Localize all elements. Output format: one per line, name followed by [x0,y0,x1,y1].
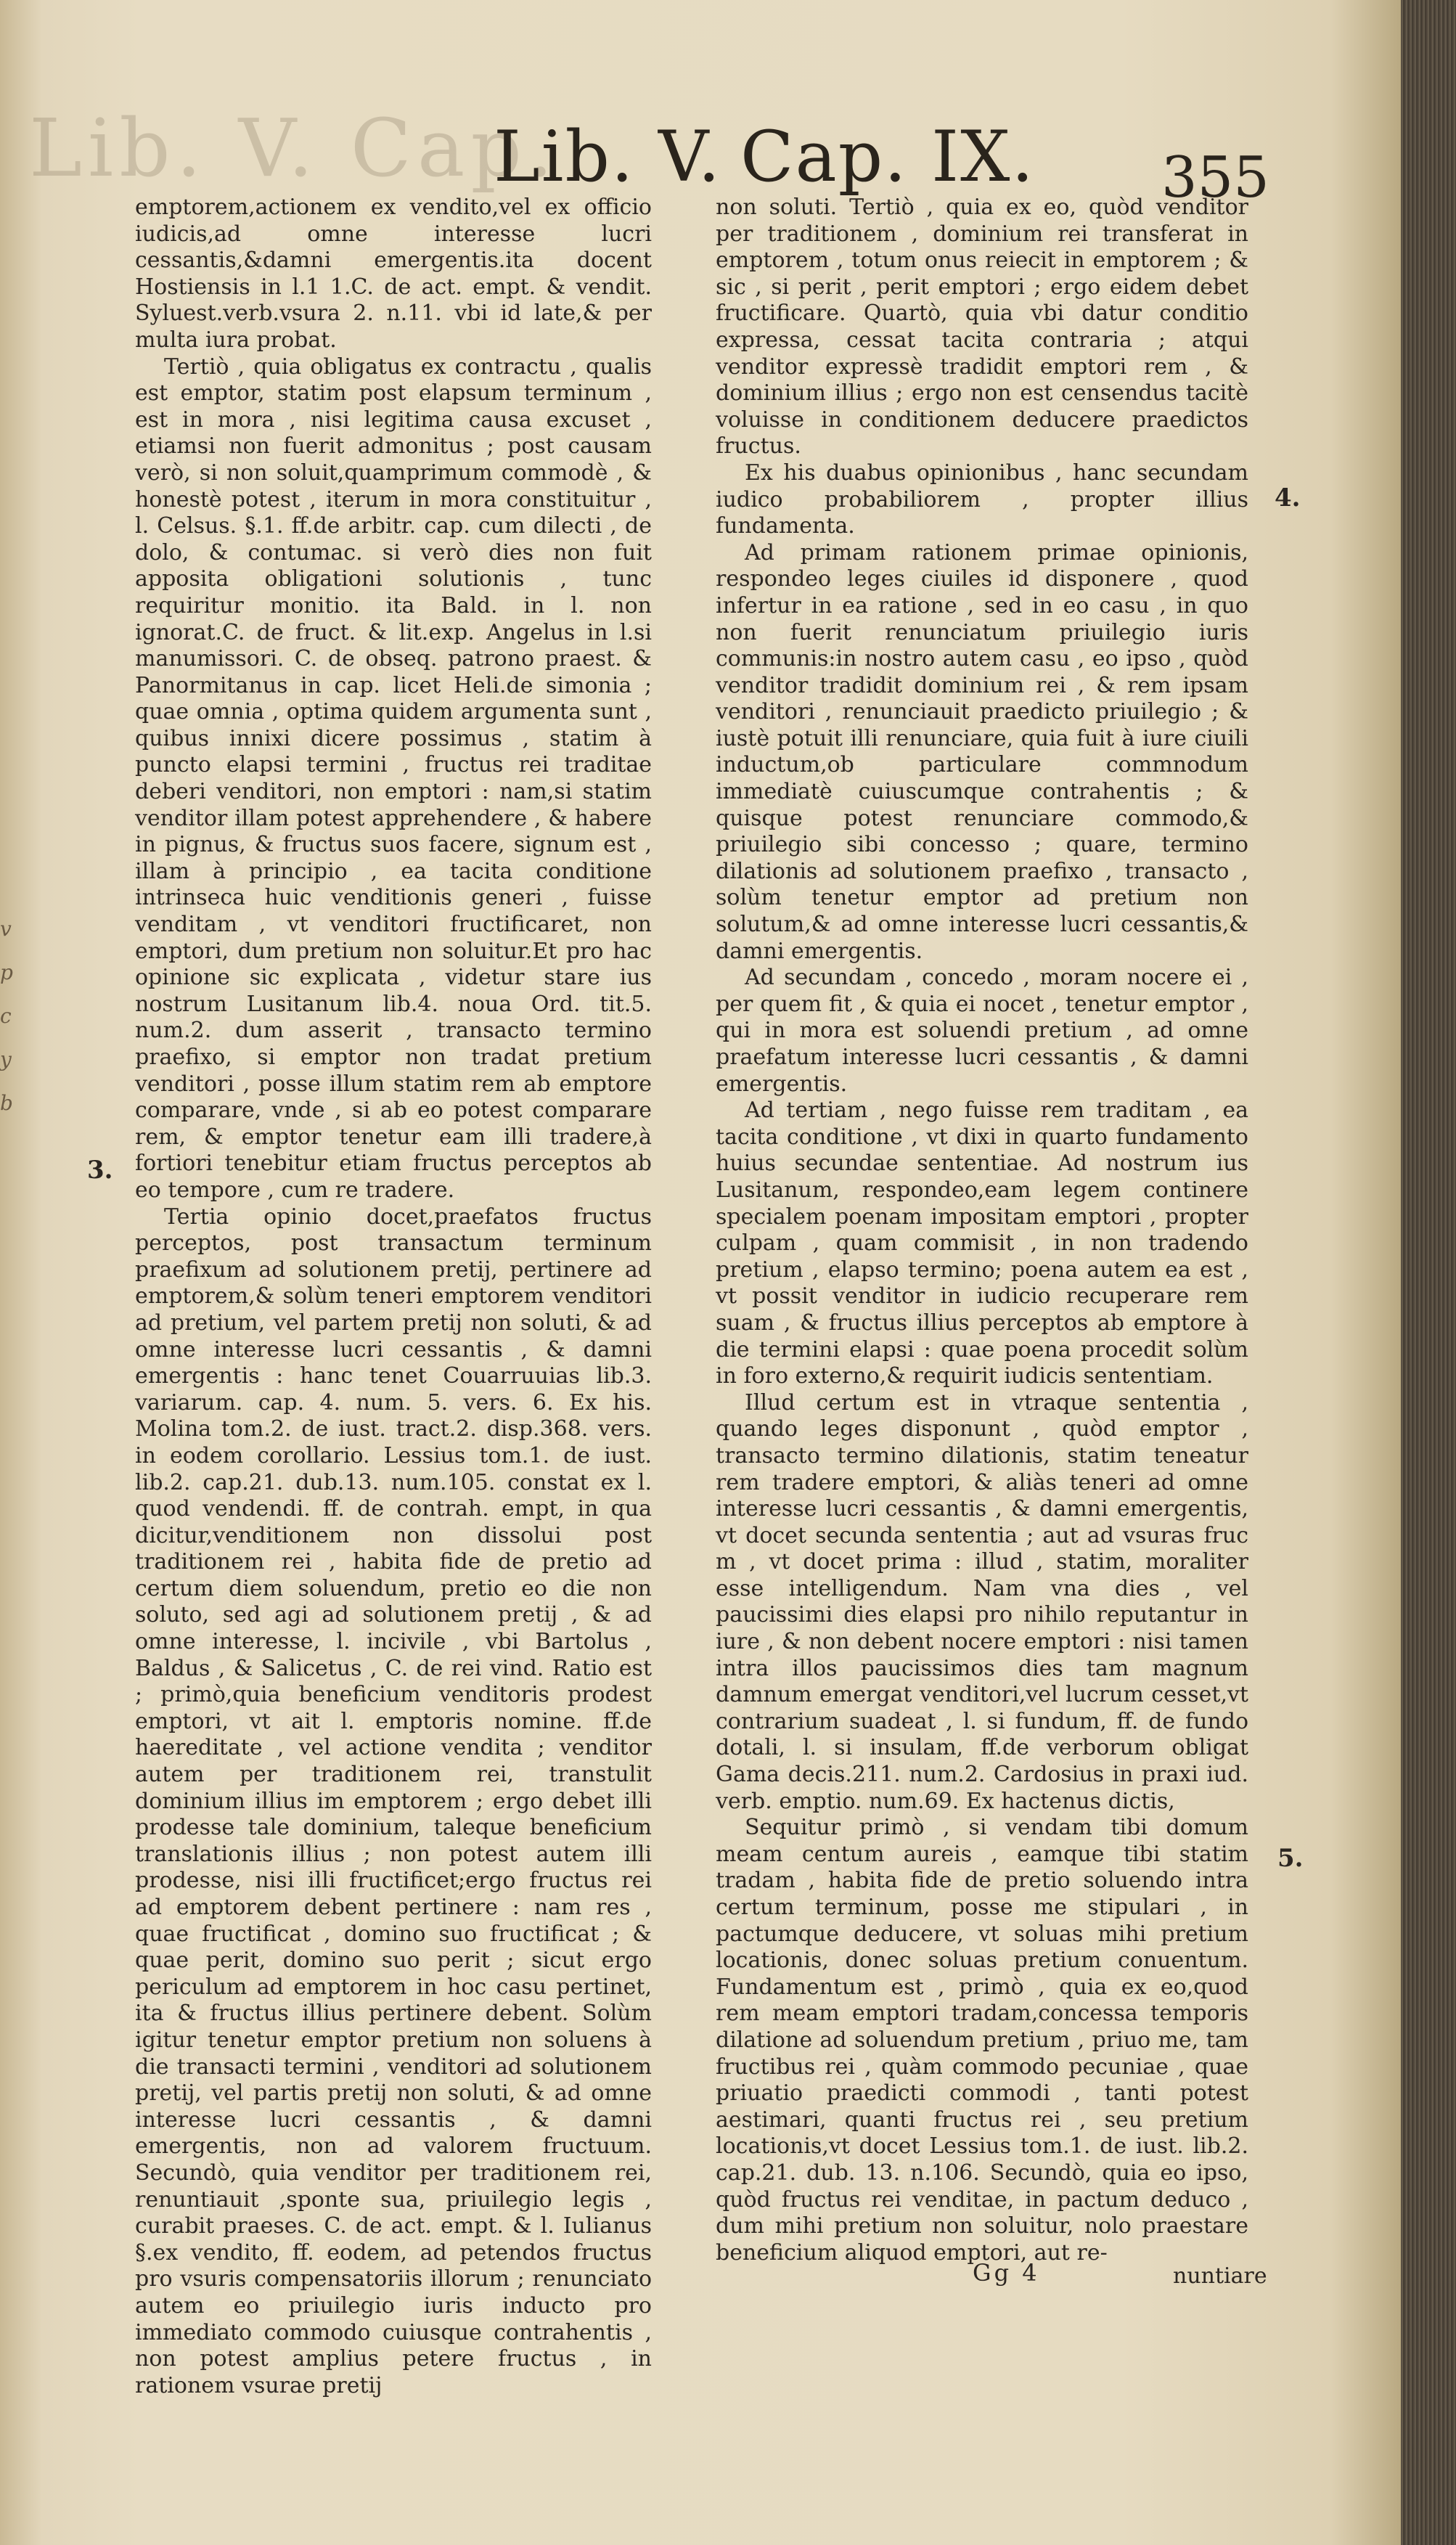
chapter-label: Cap. IX. [740,116,1035,197]
right-column [716,195,1248,2266]
margin-number: 5. [1277,1844,1304,1873]
paragraph: Tertia opinio docet,praefatos fructus perceptos, post transactum terminum praefixum ad solutionem pretij, pertinere ad emptorem,& solùm teneri emptorem venditori ad pretium, vel partem pretij non soluti, & ad omne interesse lucri cessantis , & damni emergentis : hanc tenet Couarruuias lib.3. variarum. cap. 4. num. 5. vers. 6. Ex his. Molina tom.2. de iust. tract.2. disp.368. vers. in eodem corollario. Lessius tom.1. de iust. lib.2. cap.21. dub.13. num.105. constat ex l. quod vendendi. ff. de contrah. empt, in qua dicitur,venditionem non dissolui post traditionem rei , habita fide de pretio ad certum diem soluendum, pretio eo die non soluto, sed agi ad solutionem pretij , & ad omne interesse, l. incivile , vbi Bartolus , Baldus , & Salicetus , C. de rei vind. Ratio est ; primò,quia beneficium venditoris prodest emptori, vt ait l. emptoris nomine. ff.de haereditate , vel actione vendita ; venditor autem per traditionem rei, transtulit dominium illius im emptorem ; ergo debet illi prodesse tale dominium, taleque beneficium translationis illius ; non potest autem illi prodesse, nisi illi fructificet;ergo fructus rei ad emptorem debent pertinere : nam res , quae fructificat , domino suo fructificat ; & quae perit, domino suo perit ; sicut ergo periculum ad emptorem in hoc casu pertinet, ita & fructus illius pertinere debent. Solùm igitur tenetur emptor pretium non soluens à die transacti termini , venditori ad solutionem pretij, vel partis pretij non soluti, & ad omne interesse lucri cessantis , & damni emergentis, non ad valorem fructuum. Secundò, quia venditor per traditionem rei, renuntiauit ,sponte sua, priuilegio legis , curabit praeses. C. de act. empt. & l. Iulianus §.ex vendito, ff. eodem, ad petendos fructus pro vsuris compensatoriis illorum ; renunciato autem eo priuilegio iuris inducto pro immediato commodo cuiusque contrahentis , non potest amplius petere fructus , in rationem vsurae pretij [135,1204,652,2398]
bleed-through-text: Lib. V. Cap. [29,102,559,195]
signature-mark: Gg 4 [973,2259,1040,2287]
paragraph: Sequitur primò , si vendam tibi domum meam centum aureis , eamque tibi statim tradam , habita fide de pretio soluendo intra certum terminum, posse me stipulari , in pactumque deducere, vt soluas mihi pretium locationis, donec soluas pretium conuentum. Fundamentum est , primò , quia ex eo,quod rem meam emptori tradam,concessa temporis dilatione ad soluendum pretium , priuo me, tam fructibus rei , quàm commodo pecuniae , quae priuatio praedicti commodi , tanti potest aestimari, quanti fructus rei , seu pretium locationis,vt docet Lessius tom.1. de iust. lib.2. cap.21. dub. 13. n.106. Secundò, quia eo ipso, quòd fructus rei venditae, in pactum deduco , dum mihi pretium non soluitur, nolo praestare beneficium aliquod emptori, aut re- [716,1815,1248,2266]
paragraph: Ad secundam , concedo , moram nocere ei , per quem fit , & quia ei nocet , tenetur emptor , qui in mora est soluendi pretium , ad omne praefatum interesse lucri cessantis , & damni emergentis. [716,965,1248,1097]
paragraph: non soluti. Tertiò , quia ex eo, quòd venditor per traditionem , dominium rei transferat in emptorem , totum onus reiecit in emptorem ; & sic , si perit , perit emptori ; ergo eidem debet fructificare. Quartò, quia vbi datur conditio expressa, cessat tacita contraria ; atqui venditor expressè tradidit emptori rem , & dominium illius ; ergo non est censendus tacitè voluisse in conditionem deducere praedictos fructus. [716,195,1248,459]
left-column [135,195,652,2399]
paragraph: Tertiò , quia obligatus ex contractu , qualis est emptor, statim post elapsum terminum , est in mora , nisi legitima causa excuset , etiamsi non fuerit admonitus ; post causam verò, si non soluit,quamprimum commodè , & honestè potest , iterum in mora constituitur , l. Celsus. §.1. ff.de arbitr. cap. cum dilecti , de dolo, & contumac. si verò dies non fuit apposita obligationi solutionis , tunc requiritur monitio. ita Bald. in l. non ignorat.C. de fruct. & lit.exp. Angelus in l.si manumissori. C. de obseq. patrono praest. & Panormitanus in cap. licet Heli.de simonia ; quae omnia , optima quidem argumenta sunt , quibus innixi dicere possimus , statim à puncto elapsi termini , fructus rei traditae deberi venditori, non emptori : nam,si statim venditor illam potest apprehendere , & habere in pignus, & fructus suos facere, signum est , illam à principio , ea tacita conditione intrinseca huic venditionis generi , fuisse venditam , vt venditori fructificaret, non emptori, dum pretium non soluitur.Et pro hac opinione sic explicata , videtur stare ius nostrum Lusitanum lib.4. noua Ord. tit.5. num.2. dum asserit , transacto termino praefixo, si emptor non tradat pretium venditori , posse illum statim rem ab emptore comparare, vnde , si ab eo potest comparare rem, & emptor tenetur eam illi tradere,à fortiori tenebitur etiam fructus perceptos ab eo tempore , cum re tradere. [135,354,652,1203]
left-margin-marks: v p c y b [0,917,13,1115]
book-page-edges [1401,0,1456,2545]
margin-number: 4. [1275,483,1301,512]
catchword: nuntiare [1173,2263,1267,2289]
paragraph: Ex his duabus opinionibus , hanc secundam iudico probabiliorem , propter illius fundamenta. [716,459,1248,539]
paragraph: Ad tertiam , nego fuisse rem traditam , ea tacita conditione , vt dixi in quarto fundamento huius secundae sententiae. Ad nostrum ius Lusitanum, respondeo,eam legem continere specialem poenam impositam emptori , propter culpam , quam commisit , in non tradendo pretium , elapso termino; poena autem ea est , vt possit venditor in iudicio recuperare rem suam , & fructus illius perceptos ab emptore à die termini elapsi : quae poena procedit solùm in foro externo,& requirit iudicis sententiam. [716,1098,1248,1389]
paragraph: Illud certum est in vtraque sententia , quando leges disponunt , quòd emptor , transacto termino dilationis, statim teneatur rem tradere emptori, & aliàs teneri ad omne interesse lucri cessantis , & damni emergentis, vt docet secunda sententia ; aut ad vsuras fruc m , vt docet prima : illud , statim, moraliter esse intelligendum. Nam vna dies , vel paucissimi dies elapsi pro nihilo reputantur in iure , & non debent nocere emptori : nisi tamen intra illos paucissimos dies tam magnum damnum emergat venditori,vel lucrum cesset,vt contrarium suadeat , l. si fundum, ff. de fundo dotali, l. si insulam, ff.de verborum obligat Gama decis.211. num.2. Cardosius in praxi iud. verb. emptio. num.69. Ex hactenus dictis, [716,1389,1248,1814]
book-label: Lib. V. [494,116,721,197]
paragraph: emptorem,actionem ex vendito,vel ex officio iudicis,ad omne interesse lucri cessantis,&damni emergentis.ita docent Hostiensis in l.1 1.C. de act. empt. & vendit. Syluest.verb.vsura 2. n.11. vbi id late,& per multa iura probat. [135,195,652,353]
paragraph: Ad primam rationem primae opinionis, respondeo leges ciuiles id disponere , quod infertur in ea ratione , sed in eo casu , in quo non fuerit renunciatum priuilegio iuris communis:in nostro autem casu , eo ipso , quòd venditor tradidit dominium rei , & rem ipsam venditori , renunciauit praedicto priuilegio ; & iustè potuit illi renunciare, quia fuit à iure ciuili inductum,ob particulare commnodum immediatè cuiuscumque contrahentis ; & quisque potest renunciare commodo,& priuilegio sibi concesso ; quare, termino dilationis ad solutionem praefixo , transacto , solùm tenetur emptor ad pretium non solutum,& ad omne interesse lucri cessantis,& damni emergentis. [716,539,1248,964]
margin-number: 3. [87,1156,113,1185]
page-number: 355 [1161,145,1269,211]
